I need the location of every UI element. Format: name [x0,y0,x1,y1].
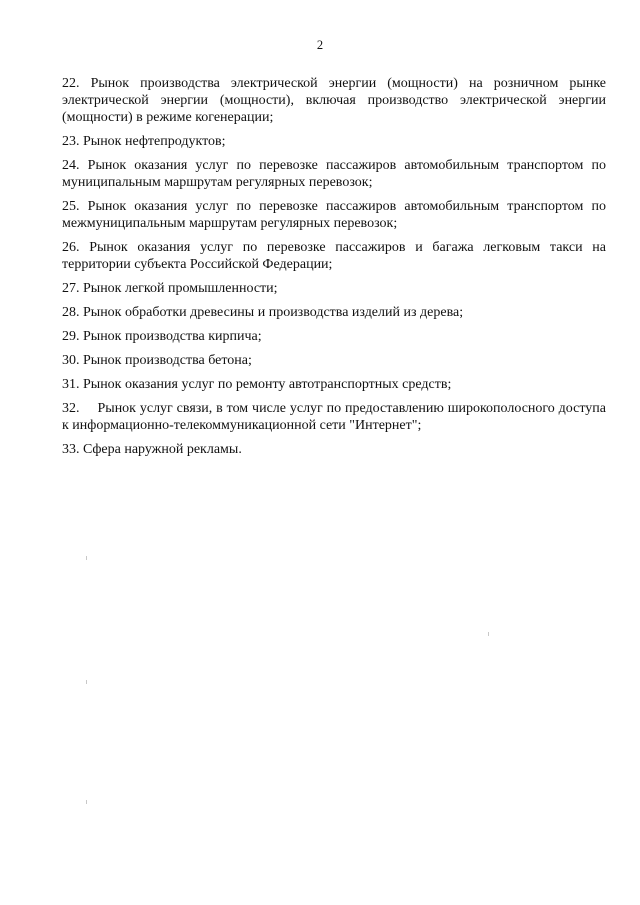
page-number: 2 [316,38,324,52]
item-number: 26. [62,240,80,255]
list-item-32 [62,400,606,434]
item-number: 30. [62,353,80,368]
item-text: Рынок оказания услуг по перевозке пассажиров и багажа легковым такси на территории субъекта Российской Федерации; [62,240,606,272]
list-item-28 [62,304,606,321]
scan-speck [86,556,87,560]
item-number: 25. [62,199,80,214]
item-number: 33. [62,442,80,457]
market-list [62,75,606,465]
list-item-29 [62,328,606,345]
item-text: Рынок производства кирпича; [83,329,262,344]
item-text: Рынок обработки древесины и производства изделий из дерева; [83,305,464,320]
item-number: 22. [62,76,80,91]
scan-speck [86,800,87,804]
item-text: Рынок нефтепродуктов; [83,134,226,149]
list-item-31 [62,376,606,393]
list-item-25 [62,198,606,232]
list-item-30 [62,352,606,369]
item-text: Рынок оказания услуг по перевозке пассажиров автомобильным транспортом по межмуниципальным маршрутам регулярных перевозок; [62,199,606,231]
list-item-27 [62,280,606,297]
item-text: Рынок оказания услуг по перевозке пассажиров автомобильным транспортом по муниципальным маршрутам регулярных перевозок; [62,158,606,190]
item-text: Сфера наружной рекламы. [83,442,242,457]
scan-speck [86,680,87,684]
item-number: 31. [62,377,80,392]
scan-speck [488,632,489,636]
item-text: Рынок производства бетона; [83,353,252,368]
item-number: 28. [62,305,80,320]
list-item-23 [62,133,606,150]
item-number: 23. [62,134,80,149]
item-text: Рынок легкой промышленности; [83,281,278,296]
item-number: 24. [62,158,80,173]
list-item-26 [62,239,606,273]
item-number: 32. [62,401,80,416]
list-item-22 [62,75,606,126]
item-number: 27. [62,281,80,296]
list-item-24 [62,157,606,191]
item-text: Рынок услуг связи, в том числе услуг по предоставлению широкополосного доступа к информационно-телекоммуникационной сети "Интернет"; [62,401,606,433]
item-number: 29. [62,329,80,344]
item-text: Рынок производства электрической энергии (мощности) на розничном рынке электрической энергии (мощности), включая производство электрической энергии (мощности) в режиме когенерации; [62,76,607,125]
item-text: Рынок оказания услуг по ремонту автотранспортных средств; [83,377,452,392]
list-item-33 [62,441,606,458]
